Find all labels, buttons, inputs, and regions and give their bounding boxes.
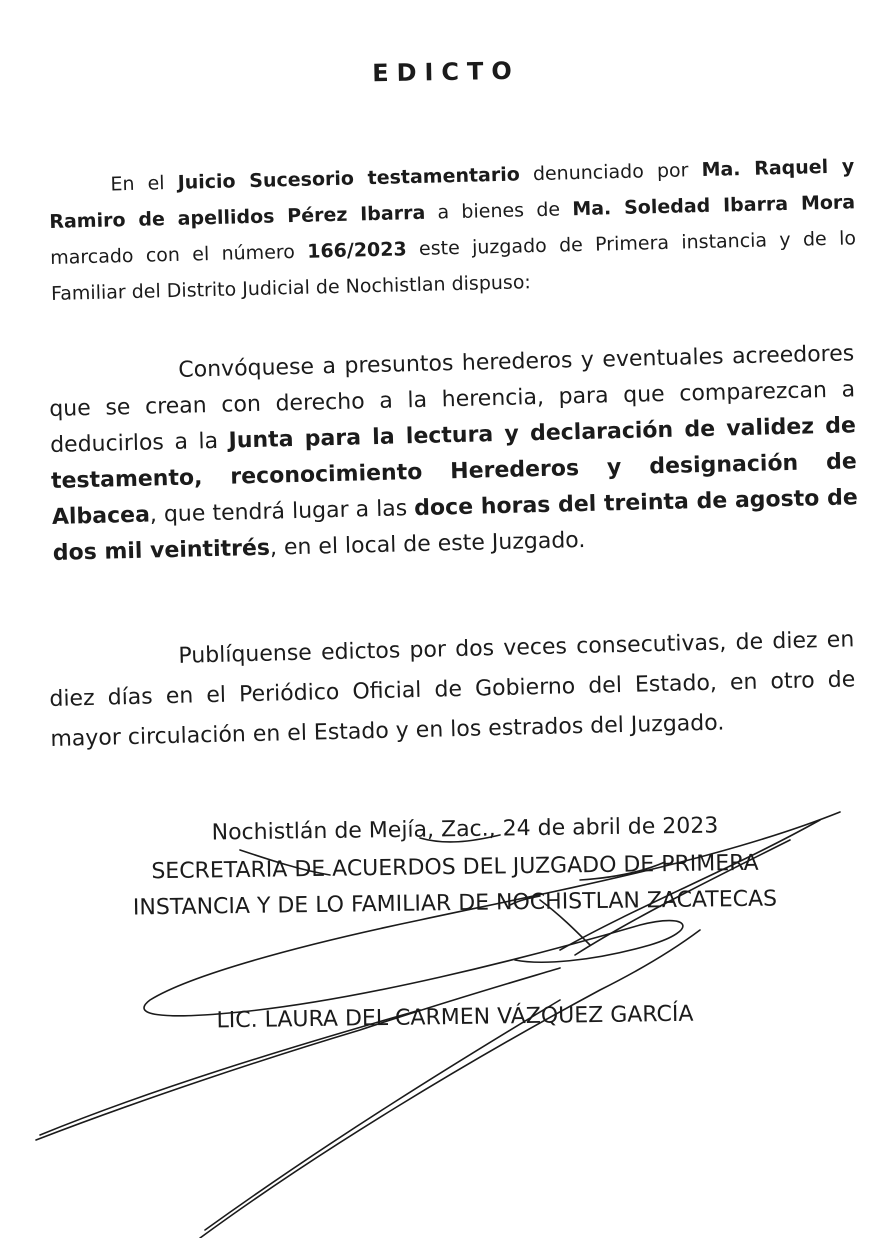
office-line-2: INSTANCIA Y DE LO FAMILIAR DE NOCHISTLAN ZACATECAS	[132, 886, 778, 921]
text-segment: marcado con el número	[49, 240, 308, 269]
place-date: Nochistlán de Mejía, Zac., 24 de abril de 2023	[211, 813, 719, 846]
paragraph-case-details	[48, 148, 857, 312]
office-line-1: SECRETARIA DE ACUERDOS DEL JUZGADO DE PRIMERA	[151, 850, 759, 885]
text-segment: , que tendrá lugar a las	[149, 496, 415, 528]
text-segment: denunciado por	[519, 159, 702, 186]
deceased-name: Ma. Soledad Ibarra Mora	[572, 191, 856, 221]
case-type: Juicio Sucesorio testamentario	[177, 163, 521, 194]
indent	[49, 377, 179, 380]
hearing-purpose: Junta para la lectura y declaración de validez de testamento, reconocimiento Herederos y designación de Albacea	[50, 413, 858, 530]
document-title: EDICTO	[371, 56, 521, 88]
text-segment: Publíquense edictos por dos veces consecutivas, de diez en diez días en el Periódico Oficial de Gobierno del Estado, en otro de mayor circulación en el Estado y en los estrados del Juzgado.	[49, 627, 856, 752]
text-segment: este juzgado de Primera instancia y de lo Familiar del Distrito Judicial de Nochistlan dispuso:	[50, 227, 857, 305]
claimants: Ma. Raquel y Ramiro de apellidos Pérez Ibarra	[49, 155, 855, 233]
signatory-name: LIC. LAURA DEL CARMEN VÁZQUEZ GARCÍA	[216, 1001, 694, 1034]
paragraph-publication	[48, 620, 857, 760]
text-segment: Convóquese a presuntos herederos y eventuales acreedores que se crean con derecho a la herencia, para que comparezcan a deducirlos a la	[49, 341, 856, 458]
indent	[49, 663, 179, 666]
indent	[49, 190, 111, 192]
text-segment: a bienes de	[424, 198, 573, 224]
text-segment: En el	[110, 171, 178, 196]
paragraph-summons	[48, 336, 859, 572]
hearing-datetime: doce horas del treinta de agosto de dos mil veintitrés	[52, 485, 859, 566]
case-number: 166/2023	[306, 238, 407, 263]
text-segment: , en el local de este Juzgado.	[269, 527, 586, 561]
